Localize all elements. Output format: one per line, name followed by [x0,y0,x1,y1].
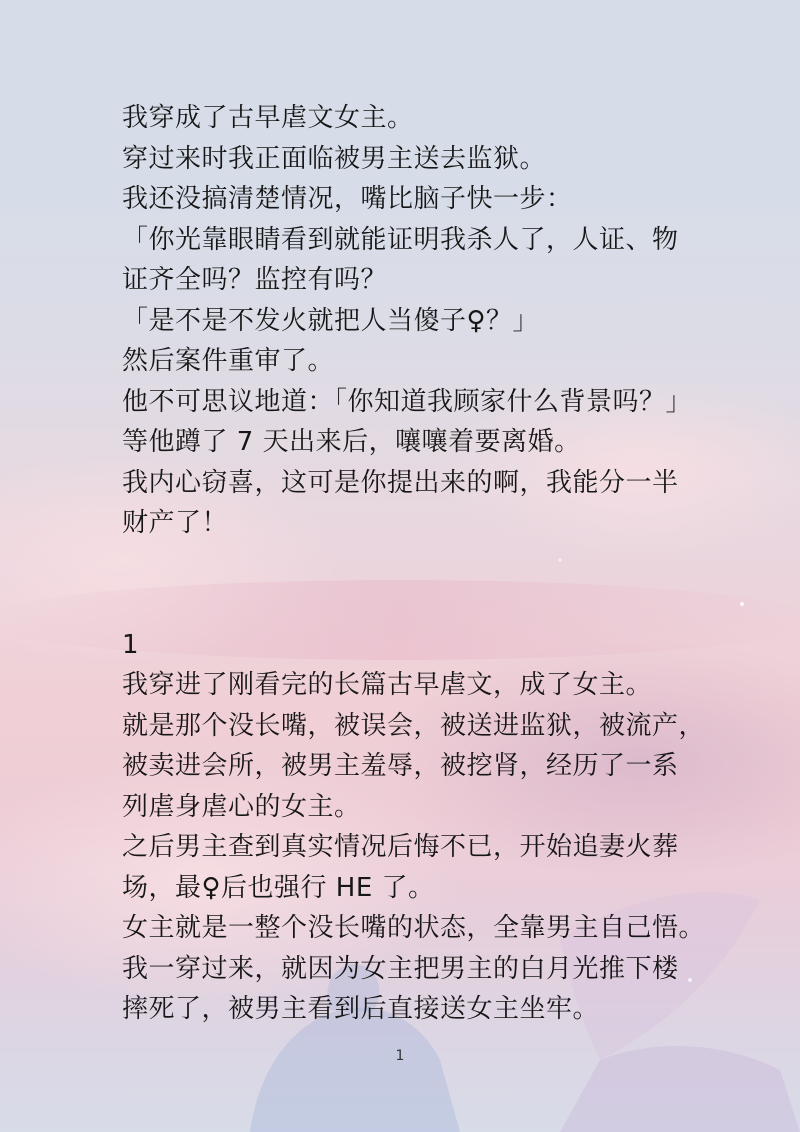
chapter-number: 1 [122,629,140,660]
chapter-line: 女主就是一整个没长嘴的状态，全靠男主自己悟。 [122,913,706,943]
intro-line: 证齐全吗？监控有吗？ [122,265,388,295]
intro-line: 「是不是不发火就把人当傻子♀？」 [122,305,540,336]
intro-line: 我内心窃喜，这可是你提出来的啊，我能分一半 [122,467,679,498]
chapter-line: 列虐身虐心的女主。 [122,791,361,822]
intro-line: 我还没搞清楚情况，嘴比脑子快一步： [122,184,573,214]
chapter-line: 就是那个没长嘴，被误会，被送进监狱，被流产， [122,710,706,741]
chapter-line: 被卖进会所，被男主羞辱，被挖肾，经历了一系 [122,751,679,781]
intro-line: 我穿成了古早虐文女主。 [122,103,414,133]
intro-line: 他不可思议地道：「你知道我顾家什么背景吗？」 [122,386,693,417]
page-number: 1 [395,1048,405,1064]
text-content [122,98,722,1030]
intro-line: 财产了！ [122,508,229,538]
chapter-line: 摔死了，被男主看到后直接送女主坐牢。 [122,994,600,1024]
chapter-line: 我一穿过来，就因为女主把男主的白月光推下楼 [122,953,679,984]
chapter-line: 我穿进了刚看完的长篇古早虐文，成了女主。 [122,670,653,700]
section-gap [122,544,722,625]
chapter-line: 场，最♀后也强行 HE 了。 [122,872,435,903]
intro-line: 然后案件重审了。 [122,346,335,376]
intro-line: 穿过来时我正面临被男主送去监狱。 [122,143,547,174]
intro-line: 「你光靠眼睛看到就能证明我杀人了，人证、物 [122,224,679,255]
intro-line: 等他蹲了 7 天出来后，嚷嚷着要离婚。 [122,427,581,457]
chapter-line: 之后男主查到真实情况后悔不已，开始追妻火葬 [122,832,679,862]
